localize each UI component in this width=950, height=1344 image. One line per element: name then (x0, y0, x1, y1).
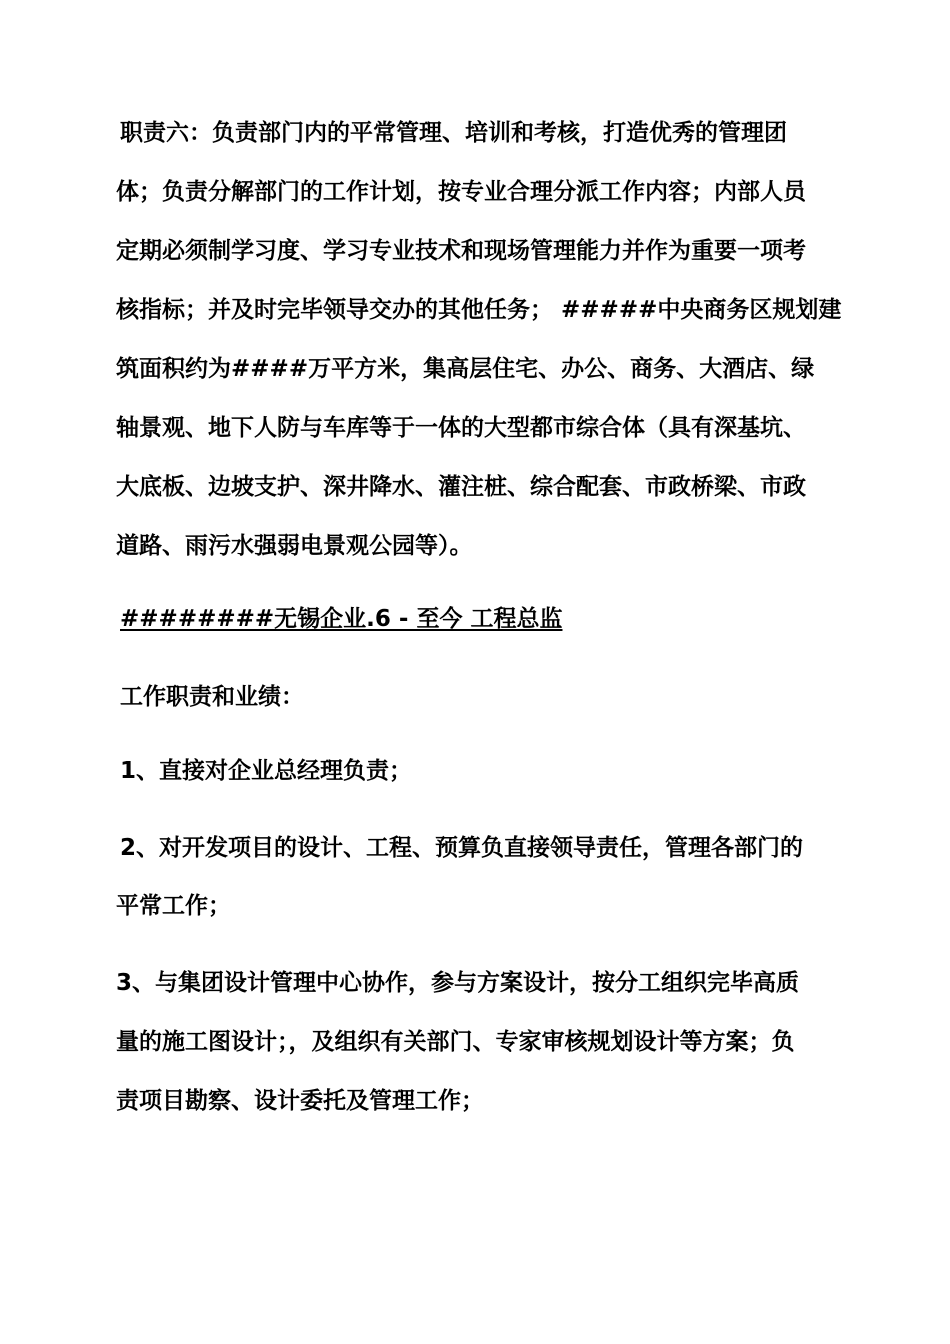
paragraph-duty-six-line-3: 定期必须制学习度、学习专业技术和现场管理能力并作为重要一项考 (116, 238, 806, 264)
duty-item-3-line-1: 3、与集团设计管理中心协作，参与方案设计，按分工组织完毕高质 (116, 970, 800, 996)
job-heading: ########无锡企业.6 - 至今 工程总监 (120, 606, 563, 632)
paragraph-duty-six-line-2: 体；负责分解部门的工作计划，按专业合理分派工作内容；内部人员 (116, 179, 806, 205)
paragraph-duty-six-line-8: 道路、雨污水强弱电景观公园等）。 (116, 533, 473, 559)
paragraph-duty-six-line-5: 筑面积约为####万平方米，集高层住宅、办公、商务、大酒店、绿 (116, 356, 815, 382)
paragraph-duty-six-line-7: 大底板、边坡支护、深井降水、灌注桩、综合配套、市政桥梁、市政 (116, 474, 806, 500)
paragraph-duty-six-line-6: 轴景观、地下人防与车库等于一体的大型都市综合体（具有深基坑、 (116, 415, 806, 441)
duty-item-2-line-2: 平常工作； (116, 893, 231, 919)
paragraph-duty-six-line-4: 核指标；并及时完毕领导交办的其他任务； #####中央商务区规划建 (116, 297, 842, 323)
duty-item-1: 1、直接对企业总经理负责； (120, 758, 413, 784)
paragraph-duty-six-line-1: 职责六：负责部门内的平常管理、培训和考核，打造优秀的管理团 (120, 120, 787, 146)
duty-item-3-line-2: 量的施工图设计；，及组织有关部门、专家审核规划设计等方案；负 (116, 1029, 795, 1055)
duty-item-2-line-1: 2、对开发项目的设计、工程、预算负直接领导责任，管理各部门的 (120, 835, 804, 861)
section-heading-duties: 工作职责和业绩： (120, 684, 304, 710)
duty-item-3-line-3: 责项目勘察、设计委托及管理工作； (116, 1088, 484, 1114)
